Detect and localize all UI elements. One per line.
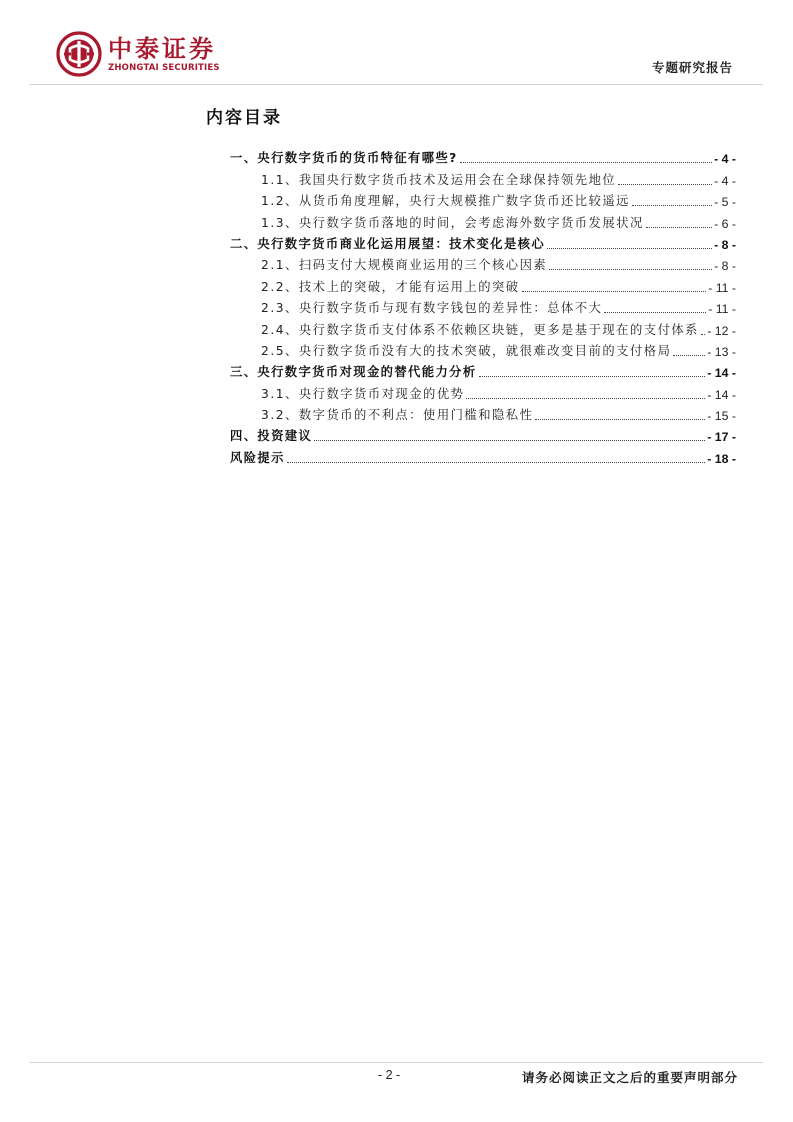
toc-entry-page: - 14 - <box>707 366 736 381</box>
toc-leader-dots <box>547 247 712 249</box>
toc-entry-page: - 8 - <box>714 237 736 252</box>
toc-entry-text: 2.3、央行数字货币与现有数字钱包的差异性：总体不大 <box>261 301 603 316</box>
page-number: - 2 - <box>378 1068 401 1082</box>
toc-leader-dots <box>673 354 705 356</box>
company-logo <box>56 31 220 77</box>
toc-entry-page: - 11 - <box>708 280 736 295</box>
toc-entry[interactable] <box>230 402 736 423</box>
toc-entry[interactable] <box>230 209 736 230</box>
toc-entry[interactable] <box>230 145 736 166</box>
toc-leader-dots <box>549 268 712 270</box>
toc-entry[interactable] <box>230 166 736 187</box>
toc-leader-dots <box>632 204 712 206</box>
toc-entry-page: - 13 - <box>707 344 736 359</box>
report-type-label: 专题研究报告 <box>651 60 733 75</box>
toc-entry[interactable] <box>230 188 736 209</box>
toc-entry-page: - 4 - <box>714 173 736 188</box>
toc-leader-dots <box>646 226 712 228</box>
disclaimer-text: 请务必阅读正文之后的重要声明部分 <box>521 1070 738 1085</box>
toc-leader-dots <box>604 311 706 313</box>
logo-chinese-name: 中泰证券 <box>108 34 216 63</box>
toc-entry-page: - 8 - <box>714 259 736 274</box>
toc-entry-page: - 18 - <box>707 451 736 466</box>
toc-entry-text: 风险提示 <box>230 450 285 465</box>
toc-entry-text: 3.2、数字货币的不利点：使用门槛和隐私性 <box>261 408 534 423</box>
toc-leader-dots <box>466 397 705 399</box>
toc-title: 内容目录 <box>206 108 282 128</box>
toc-entry-page: - 4 - <box>714 152 736 167</box>
toc-entry-page: - 15 - <box>707 409 736 424</box>
toc-entry-text: 1.3、央行数字货币落地的时间，会考虑海外数字货币发展状况 <box>261 215 644 230</box>
toc-entry[interactable] <box>230 273 736 294</box>
toc-leader-dots <box>618 183 712 185</box>
toc-entry-text: 2.2、技术上的突破，才能有运用上的突破 <box>261 279 520 294</box>
toc-entry[interactable] <box>230 231 736 252</box>
toc-leader-dots <box>287 461 706 463</box>
table-of-contents <box>230 145 736 466</box>
toc-entry-text: 一、央行数字货币的货币特征有哪些? <box>230 151 458 166</box>
header-divider <box>30 84 763 85</box>
toc-leader-dots <box>479 375 706 377</box>
toc-entry-page: - 5 - <box>714 195 736 210</box>
toc-entry-page: - 11 - <box>708 302 736 317</box>
toc-entry[interactable] <box>230 380 736 401</box>
toc-entry-page: - 17 - <box>707 430 736 445</box>
toc-entry-text: 2.1、扫码支付大规模商业运用的三个核心因素 <box>261 258 548 273</box>
toc-entry[interactable] <box>230 423 736 444</box>
zhongtai-logo-icon <box>56 31 102 77</box>
toc-entry-text: 3.1、央行数字货币对现金的优势 <box>261 386 465 401</box>
toc-entry-text: 1.2、从货币角度理解，央行大规模推广数字货币还比较遥远 <box>261 194 630 209</box>
toc-leader-dots <box>460 161 712 163</box>
toc-entry[interactable] <box>230 316 736 337</box>
toc-entry-page: - 6 - <box>714 216 736 231</box>
toc-entry[interactable] <box>230 295 736 316</box>
toc-entry[interactable] <box>230 252 736 273</box>
logo-english-name: ZHONGTAI SECURITIES <box>108 62 220 73</box>
toc-leader-dots <box>522 290 707 292</box>
toc-leader-dots <box>314 439 705 441</box>
toc-entry-text: 2.5、央行数字货币没有大的技术突破，就很难改变目前的支付格局 <box>261 343 672 358</box>
toc-entry[interactable] <box>230 359 736 380</box>
toc-entry[interactable] <box>230 444 736 465</box>
toc-leader-dots <box>701 333 705 335</box>
page-header <box>0 0 793 100</box>
toc-entry-text: 二、央行数字货币商业化运用展望：技术变化是核心 <box>230 236 546 251</box>
toc-entry-text: 1.1、我国央行数字货币技术及运用会在全球保持领先地位 <box>261 172 617 187</box>
toc-entry-text: 三、央行数字货币对现金的替代能力分析 <box>230 365 477 380</box>
footer-divider <box>30 1062 763 1063</box>
toc-entry-text: 2.4、央行数字货币支付体系不依赖区块链，更多是基于现在的支付体系 <box>261 322 699 337</box>
toc-entry-page: - 14 - <box>707 387 736 402</box>
toc-entry[interactable] <box>230 338 736 359</box>
toc-entry-page: - 12 - <box>707 323 736 338</box>
toc-entry-text: 四、投资建议 <box>230 429 313 444</box>
toc-leader-dots <box>535 418 705 420</box>
